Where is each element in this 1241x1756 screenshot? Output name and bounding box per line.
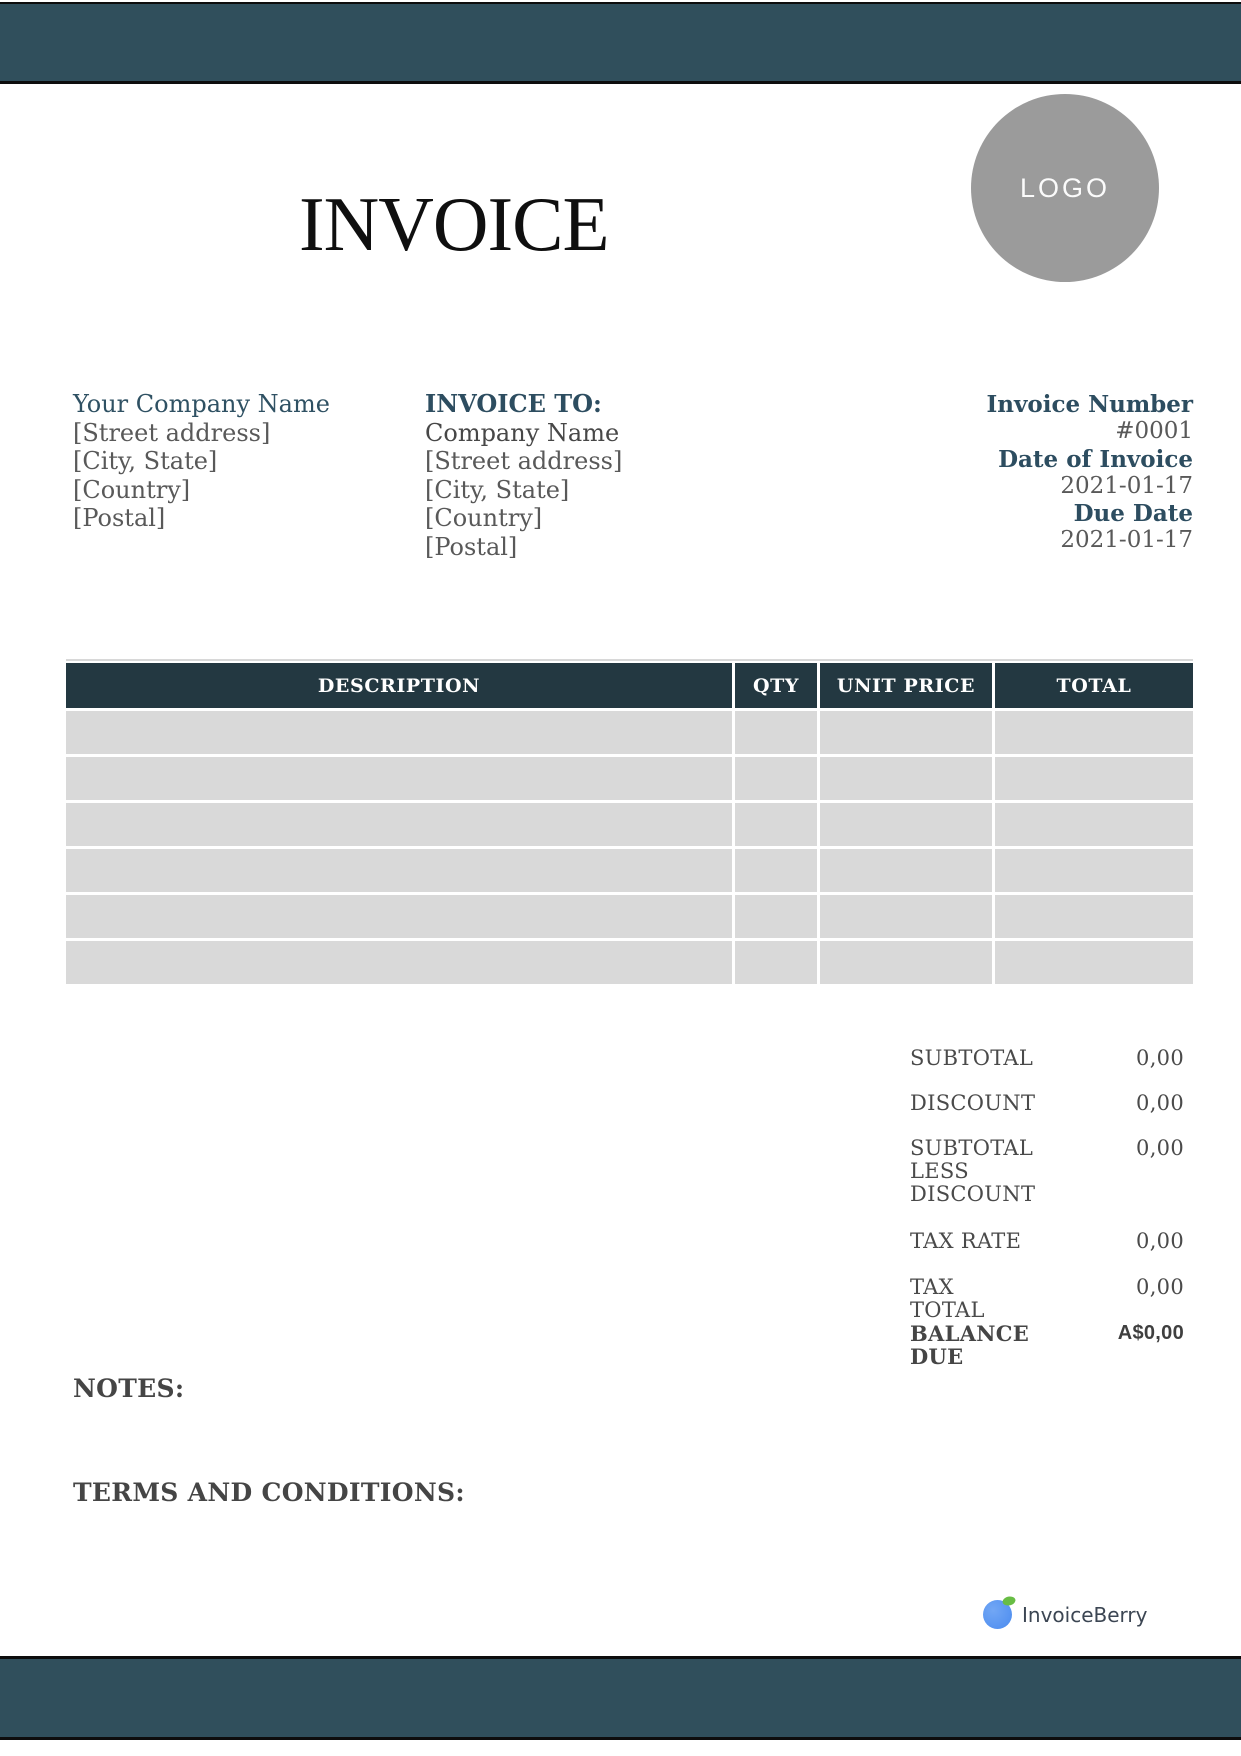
cell-qty <box>732 711 817 754</box>
cell-unit-price <box>817 849 992 892</box>
table-row <box>66 757 1193 800</box>
tax-rate-row <box>910 1230 1184 1253</box>
cell-qty <box>732 803 817 846</box>
table-row <box>66 895 1193 938</box>
balance-due-label: BALANCE DUE <box>910 1321 1030 1369</box>
balance-due-value: A$0,00 <box>1117 1322 1184 1344</box>
cell-total <box>992 849 1193 892</box>
cell-unit-price <box>817 895 992 938</box>
discount-row <box>910 1092 1184 1115</box>
table-row <box>66 849 1193 892</box>
recipient-company-name: Company Name <box>425 418 620 447</box>
sender-block <box>73 390 403 533</box>
cell-qty <box>732 895 817 938</box>
discount-label: DISCOUNT <box>910 1091 1036 1115</box>
cell-unit-price <box>817 757 992 800</box>
sender-country: [Country] <box>73 475 191 504</box>
notes-heading: NOTES: <box>73 1374 185 1403</box>
sender-city: [City, State] <box>73 447 218 475</box>
invoiceberry-wordmark: InvoiceBerry <box>1022 1602 1148 1627</box>
footer-bar <box>0 1656 1241 1740</box>
cell-description <box>66 711 732 754</box>
line-items-table <box>66 663 1193 984</box>
leaf-icon <box>1002 1594 1017 1607</box>
subtotal-less-discount-label: SUBTOTAL LESS DISCOUNT <box>910 1136 1036 1206</box>
logo-placeholder-text: LOGO <box>1019 172 1111 203</box>
col-header-unit-price: UNIT PRICE <box>817 663 992 708</box>
cell-total <box>992 895 1193 938</box>
terms-heading: TERMS AND CONDITIONS: <box>73 1478 465 1507</box>
cell-description <box>66 895 732 938</box>
col-header-qty: QTY <box>732 663 817 708</box>
cell-description <box>66 757 732 800</box>
cell-unit-price <box>817 711 992 754</box>
invoiceberry-branding <box>983 1600 1147 1629</box>
invoice-date-label: Date of Invoice <box>998 445 1193 473</box>
cell-qty <box>732 757 817 800</box>
tax-total-row <box>910 1276 1184 1322</box>
cell-qty <box>732 849 817 892</box>
recipient-street: [Street address] <box>425 447 623 475</box>
subtotal-less-discount-row <box>910 1137 1184 1206</box>
sender-street: [Street address] <box>73 418 271 447</box>
recipient-postal: [Postal] <box>425 532 518 561</box>
discount-value: 0,00 <box>1136 1091 1184 1115</box>
sender-company-name: Your Company Name <box>73 390 330 418</box>
logo-placeholder <box>971 94 1159 282</box>
invoice-date-value: 2021-01-17 <box>1060 472 1193 499</box>
recipient-block <box>425 390 755 561</box>
berry-icon <box>983 1600 1012 1629</box>
due-date-label: Due Date <box>1073 500 1193 528</box>
invoice-number-label: Invoice Number <box>986 391 1193 418</box>
table-header-row <box>66 663 1193 708</box>
top-bar <box>0 2 1241 84</box>
cell-qty <box>732 941 817 984</box>
table-row <box>66 941 1193 984</box>
invoice-number-value: #0001 <box>1115 418 1193 445</box>
recipient-city: [City, State] <box>425 475 570 504</box>
subtotal-label: SUBTOTAL <box>910 1046 1034 1070</box>
col-header-description: DESCRIPTION <box>317 674 481 697</box>
tax-rate-value: 0,00 <box>1136 1229 1184 1253</box>
cell-total <box>992 803 1193 846</box>
cell-unit-price <box>817 941 992 984</box>
due-date-value: 2021-01-17 <box>1060 527 1193 554</box>
table-top-rule <box>66 659 1193 661</box>
cell-total <box>992 711 1193 754</box>
recipient-country: [Country] <box>425 504 543 532</box>
subtotal-less-discount-value: 0,00 <box>1136 1136 1184 1160</box>
cell-description <box>66 803 732 846</box>
tax-rate-label: TAX RATE <box>910 1229 1022 1253</box>
cell-unit-price <box>817 803 992 846</box>
table-row <box>66 711 1193 754</box>
cell-total <box>992 757 1193 800</box>
table-row <box>66 803 1193 846</box>
subtotal-value: 0,00 <box>1136 1046 1184 1070</box>
invoice-meta-block <box>987 391 1193 555</box>
cell-total <box>992 941 1193 984</box>
col-header-total: TOTAL <box>992 663 1193 708</box>
invoice-to-heading: INVOICE TO: <box>425 389 602 418</box>
cell-description <box>66 941 732 984</box>
page-title: INVOICE <box>299 181 609 267</box>
balance-due-row <box>910 1322 1184 1368</box>
cell-description <box>66 849 732 892</box>
tax-total-label: TAX TOTAL <box>910 1275 985 1322</box>
tax-total-value: 0,00 <box>1136 1275 1184 1299</box>
sender-postal: [Postal] <box>73 504 166 532</box>
subtotal-row <box>910 1047 1184 1070</box>
